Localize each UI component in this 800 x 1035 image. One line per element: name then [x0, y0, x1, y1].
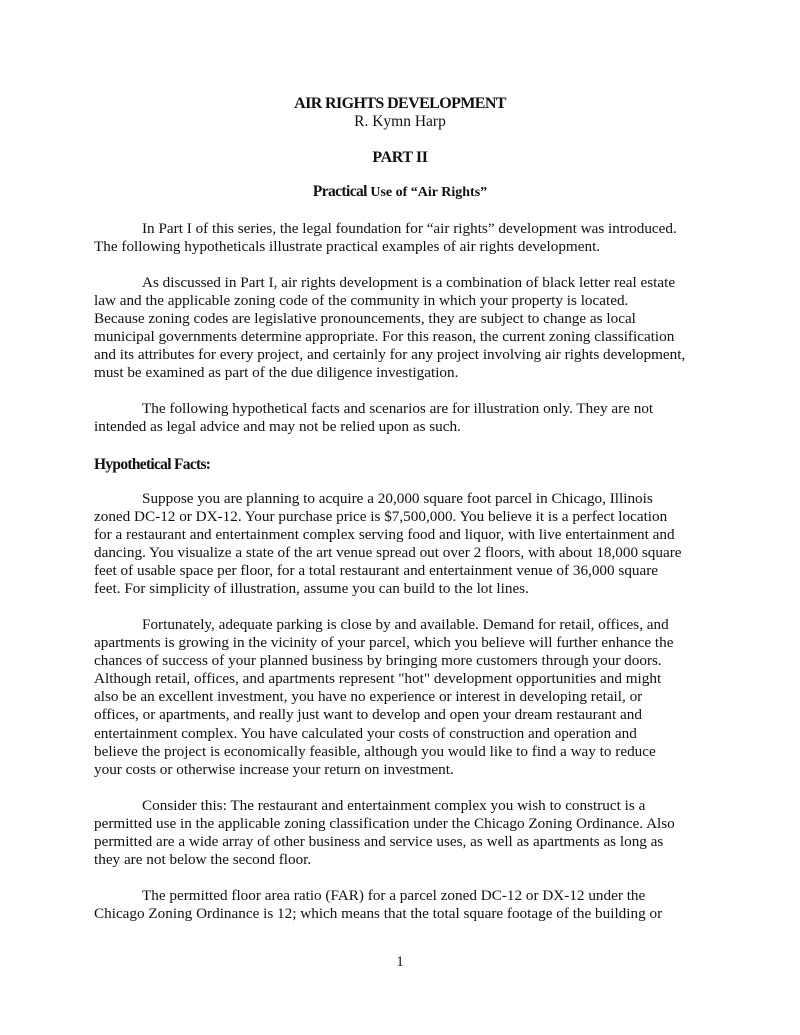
paragraph-line: As discussed in Part I, air rights development is a combination of black letter real estate — [142, 274, 676, 291]
paragraph-consider — [94, 797, 708, 869]
paragraph-line: chances of success of your planned business by bringing more customers through your doors. — [94, 652, 662, 670]
paragraph-line: offices, or apartments, and really just want to develop and open your dream restaurant and — [94, 706, 642, 724]
paragraph-line: municipal governments determine appropriate. For this reason, the current zoning classification — [94, 328, 675, 346]
paragraph-line: intended as legal advice and may not be relied upon as such. — [94, 418, 461, 436]
subtitle-rest: Use of “Air Rights” — [366, 185, 488, 200]
paragraph-line: The following hypotheticals illustrate practical examples of air rights development. — [94, 238, 601, 256]
paragraph-line: Although retail, offices, and apartments represent "hot" development opportunities and might — [94, 670, 662, 688]
paragraph-line: Chicago Zoning Ordinance is 12; which means that the total square footage of the building or — [94, 905, 663, 923]
document-title: AIR RIGHTS DEVELOPMENT — [294, 95, 506, 112]
paragraph-line: apartments is growing in the vicinity of your parcel, which you believe will further enhance the — [94, 634, 674, 652]
section-heading: Hypothetical Facts: — [94, 456, 211, 473]
part-heading: PART II — [372, 149, 428, 166]
paragraph-line: zoned DC-12 or DX-12. Your purchase price is $7,500,000. You believe it is a perfect location — [94, 508, 668, 526]
paragraph-intro — [94, 220, 708, 256]
paragraph-line: Fortunately, adequate parking is close by and available. Demand for retail, offices, and — [142, 616, 669, 633]
paragraph-line: The following hypothetical facts and scenarios are for illustration only. They are not — [142, 400, 654, 417]
page-number: 1 — [396, 954, 404, 970]
paragraph-suppose — [94, 490, 708, 599]
paragraph-line: The permitted floor area ratio (FAR) for a parcel zoned DC-12 or DX-12 under the — [142, 887, 646, 904]
paragraph-line: Because zoning codes are legislative pronouncements, they are subject to change as local — [94, 310, 636, 328]
paragraph-line: feet. For simplicity of illustration, assume you can build to the lot lines. — [94, 580, 529, 598]
subtitle-strong: Practical — [312, 183, 367, 200]
paragraph-line: believe the project is economically feasible, although you would like to find a way to reduce — [94, 742, 656, 760]
paragraph-line: permitted use in the applicable zoning classification under the Chicago Zoning Ordinance. Also — [94, 815, 675, 833]
paragraph-line: they are not below the second floor. — [94, 851, 312, 869]
paragraph-disclaimer — [94, 400, 708, 436]
paragraph-line: Suppose you are planning to acquire a 20,000 square foot parcel in Chicago, Illinois — [142, 490, 653, 507]
paragraph-line: also be an excellent investment, you have no experience or interest in developing retail, or — [94, 688, 643, 706]
paragraph-line: dancing. You visualize a state of the art venue spread out over 2 floors, with about 18,000 square — [94, 544, 682, 562]
section-subtitle — [0, 183, 800, 202]
paragraph-line: Consider this: The restaurant and entertainment complex you wish to construct is a — [142, 797, 646, 814]
paragraph-line: your costs or otherwise increase your return on investment. — [94, 760, 454, 778]
paragraph-fortunately — [94, 616, 708, 779]
paragraph-line: for a restaurant and entertainment complex serving food and liquor, with live entertainment and — [94, 526, 675, 544]
paragraph-line: entertainment complex. You have calculated your costs of construction and operation and — [94, 724, 637, 742]
paragraph-line: must be examined as part of the due diligence investigation. — [94, 364, 459, 382]
document-author: R. Kymn Harp — [354, 113, 446, 130]
paragraph-line: feet of usable space per floor, for a total restaurant and entertainment venue of 36,000 square — [94, 562, 659, 580]
paragraph-far — [94, 887, 708, 923]
paragraph-line: In Part I of this series, the legal foundation for “air rights” development was introduced. — [142, 220, 677, 237]
paragraph-line: law and the applicable zoning code of the community in which your property is located. — [94, 292, 629, 310]
paragraph-line: permitted are a wide array of other business and service uses, as well as apartments as long as — [94, 833, 664, 851]
paragraph-line: and its attributes for every project, and certainly for any project involving air rights development, — [94, 346, 686, 364]
paragraph-zoning — [94, 274, 708, 383]
